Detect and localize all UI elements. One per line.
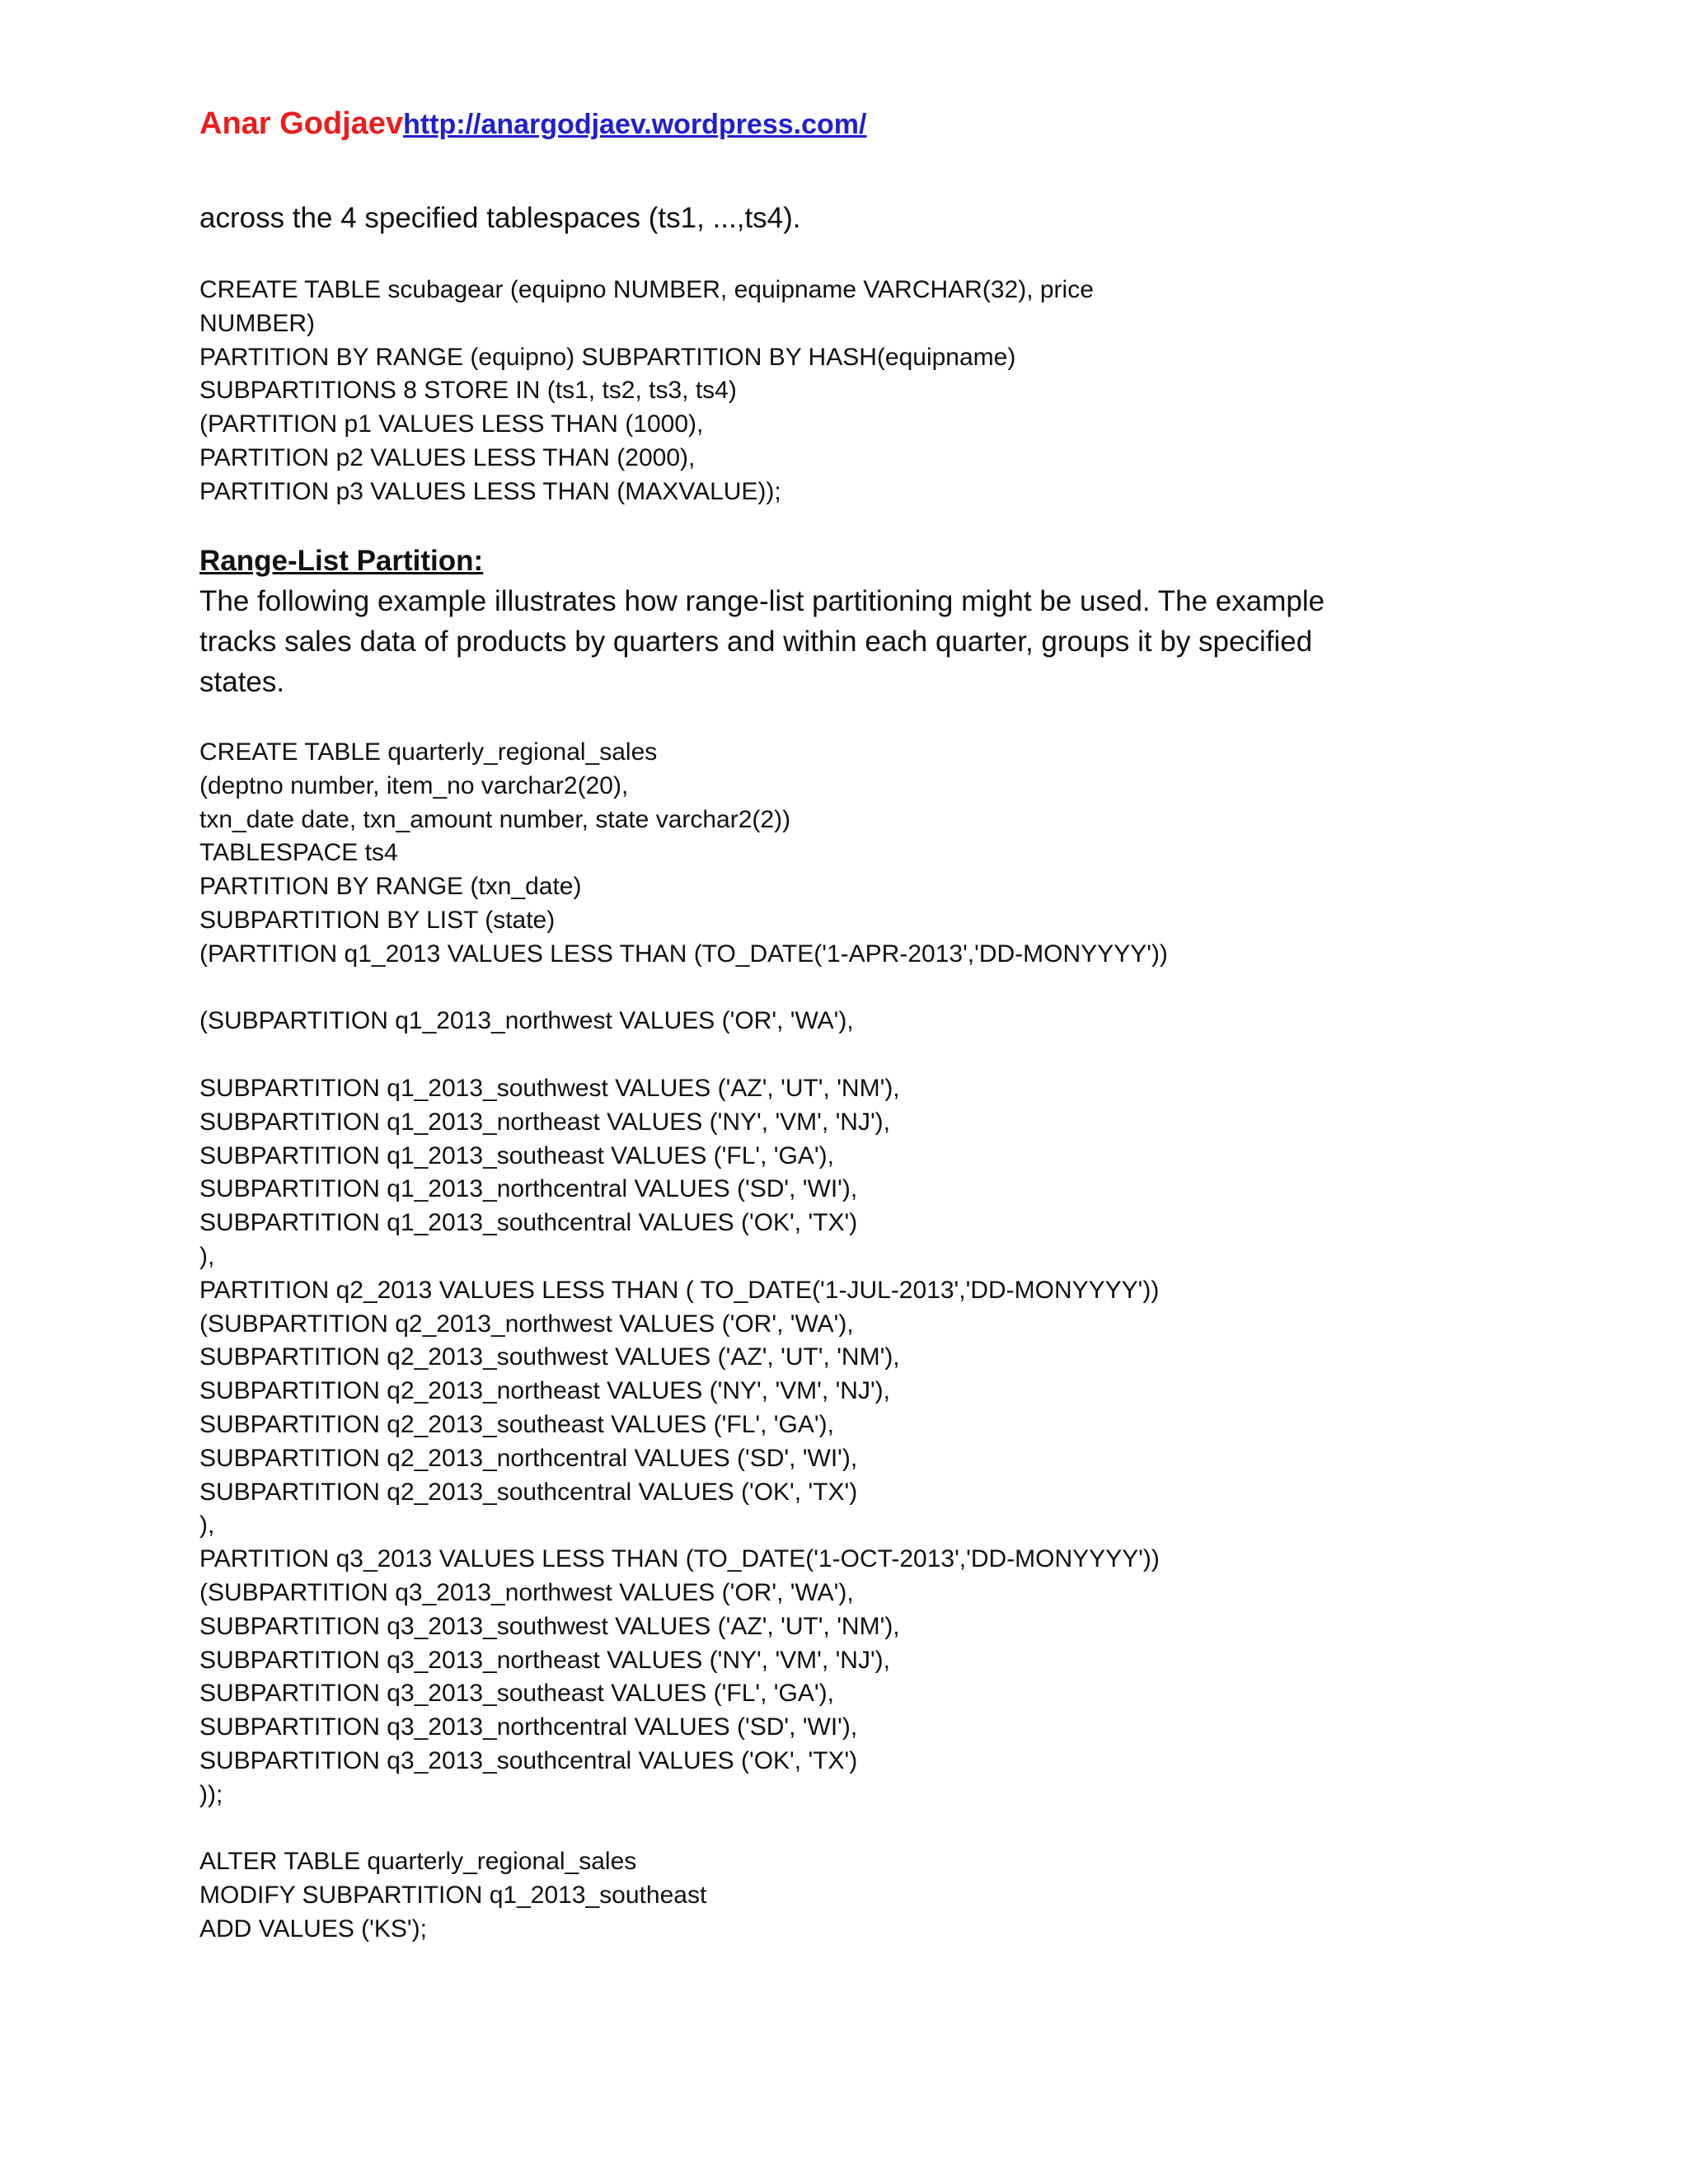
code-line: PARTITION p3 VALUES LESS THAN (MAXVALUE)); xyxy=(199,477,781,505)
code-line: PARTITION BY RANGE (txn_date) xyxy=(199,873,582,901)
code-line: SUBPARTITION q2_2013_northcentral VALUES ('SD', 'WI'), xyxy=(199,1444,858,1472)
code-line: (PARTITION p1 VALUES LESS THAN (1000), xyxy=(199,410,704,438)
code-line: )); xyxy=(199,1780,223,1808)
code-line: tracks sales data of products by quarters and within each quarter, groups it by specified xyxy=(199,626,1313,658)
code-line: The following example illustrates how range-list partitioning might be used. The example xyxy=(199,585,1325,617)
intro-text: across the 4 specified tablespaces (ts1, ...,ts4). xyxy=(199,202,801,234)
code-line xyxy=(199,1038,1168,1072)
code-line: (deptno number, item_no varchar2(20), xyxy=(199,771,629,799)
code-line: SUBPARTITIONS 8 STORE IN (ts1, ts2, ts3, ts4) xyxy=(199,377,737,405)
author-name: Anar Godjaev xyxy=(199,106,404,141)
code-line: SUBPARTITION q2_2013_southwest VALUES ('AZ', 'UT', 'NM'), xyxy=(199,1343,900,1371)
section-heading-range-list: Range-List Partition: xyxy=(199,545,484,577)
code-line: TABLESPACE ts4 xyxy=(199,839,398,867)
code-line: SUBPARTITION q2_2013_southcentral VALUES ('OK', 'TX') xyxy=(199,1478,858,1506)
code-block-scubagear xyxy=(199,274,1094,509)
code-line: PARTITION p2 VALUES LESS THAN (2000), xyxy=(199,443,696,471)
code-line: PARTITION BY RANGE (equipno) SUBPARTITION BY HASH(equipname) xyxy=(199,343,1016,371)
code-line xyxy=(199,972,1168,1005)
blog-link[interactable]: http://anargodjaev.wordpress.com/ xyxy=(403,109,867,140)
code-line: ALTER TABLE quarterly_regional_sales xyxy=(199,1848,637,1876)
code-line: SUBPARTITION q3_2013_southcentral VALUES ('OK', 'TX') xyxy=(199,1746,858,1774)
code-line: NUMBER) xyxy=(199,309,315,337)
code-line: CREATE TABLE scubagear (equipno NUMBER, equipname VARCHAR(32), price xyxy=(199,276,1094,303)
code-line: SUBPARTITION q2_2013_northeast VALUES ('NY', 'VM', 'NJ'), xyxy=(199,1377,891,1405)
code-line: (PARTITION q1_2013 VALUES LESS THAN (TO_DATE('1-APR-2013','DD-MONYYYY')) xyxy=(199,940,1168,968)
code-line: (SUBPARTITION q2_2013_northwest VALUES ('OR', 'WA'), xyxy=(199,1310,854,1338)
code-line: SUBPARTITION q1_2013_northeast VALUES ('NY', 'VM', 'NJ'), xyxy=(199,1108,891,1136)
code-line: MODIFY SUBPARTITION q1_2013_southeast xyxy=(199,1882,707,1910)
code-line: SUBPARTITION BY LIST (state) xyxy=(199,906,556,934)
code-line: SUBPARTITION q3_2013_northcentral VALUES ('SD', 'WI'), xyxy=(199,1713,858,1741)
code-line: SUBPARTITION q1_2013_southcentral VALUES ('OK', 'TX') xyxy=(199,1209,858,1237)
code-line: ), xyxy=(199,1511,215,1540)
section-paragraph xyxy=(199,581,1485,702)
code-line: PARTITION q3_2013 VALUES LESS THAN (TO_DATE('1-OCT-2013','DD-MONYYYY')) xyxy=(199,1545,1160,1573)
code-line: CREATE TABLE quarterly_regional_sales xyxy=(199,738,658,766)
code-line: SUBPARTITION q3_2013_southeast VALUES ('FL', 'GA'), xyxy=(199,1680,834,1708)
code-line: SUBPARTITION q3_2013_southwest VALUES ('AZ', 'UT', 'NM'), xyxy=(199,1612,900,1640)
code-line: states. xyxy=(199,666,285,698)
code-line: PARTITION q2_2013 VALUES LESS THAN ( TO_DATE('1-JUL-2013','DD-MONYYYY')) xyxy=(199,1276,1160,1304)
code-line: (SUBPARTITION q3_2013_northwest VALUES ('OR', 'WA'), xyxy=(199,1578,854,1606)
code-line: SUBPARTITION q1_2013_northcentral VALUES ('SD', 'WI'), xyxy=(199,1175,858,1203)
code-line: (SUBPARTITION q1_2013_northwest VALUES ('OR', 'WA'), xyxy=(199,1007,854,1035)
code-block-quarterly-sales xyxy=(199,736,1168,1947)
code-line: txn_date date, txn_amount number, state varchar2(2)) xyxy=(199,805,791,833)
code-line: SUBPARTITION q1_2013_southwest VALUES ('AZ', 'UT', 'NM'), xyxy=(199,1074,900,1102)
code-line: ADD VALUES ('KS'); xyxy=(199,1915,427,1943)
code-line: SUBPARTITION q3_2013_northeast VALUES ('NY', 'VM', 'NJ'), xyxy=(199,1646,891,1674)
code-line: ), xyxy=(199,1242,215,1270)
code-line xyxy=(199,1812,1168,1846)
page-header xyxy=(199,102,866,152)
code-line: SUBPARTITION q1_2013_southeast VALUES ('FL', 'GA'), xyxy=(199,1141,834,1169)
code-line: SUBPARTITION q2_2013_southeast VALUES ('FL', 'GA'), xyxy=(199,1410,834,1438)
